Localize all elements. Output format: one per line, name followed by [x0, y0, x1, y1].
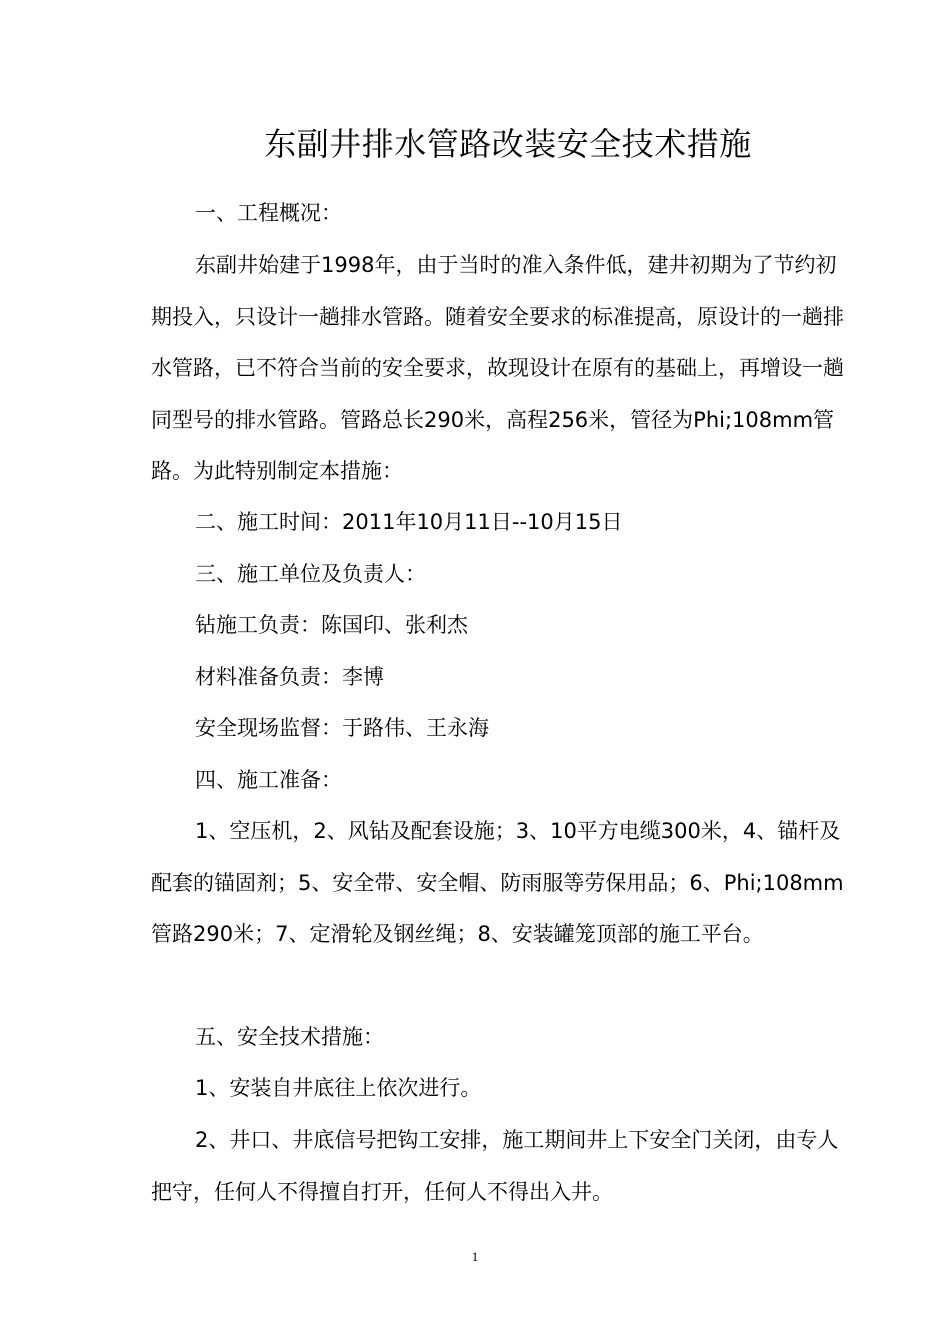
section-heading-safety-measures: 五、安全技术措施：: [195, 1025, 384, 1049]
paragraph-preparation-list: 1、空压机，2、风钻及配套设施；3、10平方电缆300米，4、锚杆及配套的锚固剂；5、安全带、安全帽、防雨服等劳保用品；6、Phi;108mm管路290米；7、定滑轮及钢丝绳；8、安装罐笼顶部的施工平台。: [151, 819, 844, 946]
paragraph-materials-lead: 材料准备负责：李博: [195, 665, 384, 689]
paragraph-measure-1: 1、安装自井底往上依次进行。: [195, 1076, 482, 1100]
section-heading-overview: 一、工程概况：: [195, 201, 342, 225]
paragraph-overview: 东副井始建于1998年，由于当时的准入条件低，建井初期为了节约初期投入，只设计一趟排水管路。随着安全要求的标准提高，原设计的一趟排水管路，已不符合当前的安全要求，故现设计在原有的基础上，再增设一趟同型号的排水管路。管路总长290米，高程256米，管径为Phi;108mm管路。为此特别制定本措施：: [151, 253, 844, 483]
section-heading-units: 三、施工单位及负责人：: [195, 562, 426, 586]
paragraph-measure-2: 2、井口、井底信号把钩工安排，施工期间井上下安全门关闭，由专人把守，任何人不得擅自打开，任何人不得出入井。: [151, 1128, 839, 1204]
paragraph-drilling-lead: 钻施工负责：陈国印、张利杰: [195, 613, 468, 637]
page-number: 1: [471, 1249, 479, 1264]
document-title: 东副井排水管路改装安全技术措施: [264, 125, 752, 163]
paragraph-safety-supervision: 安全现场监督：于路伟、王永海: [195, 716, 489, 740]
section-heading-preparation: 四、施工准备：: [195, 768, 342, 792]
section-heading-schedule: 二、施工时间：2011年10月11日--10月15日: [195, 510, 623, 534]
